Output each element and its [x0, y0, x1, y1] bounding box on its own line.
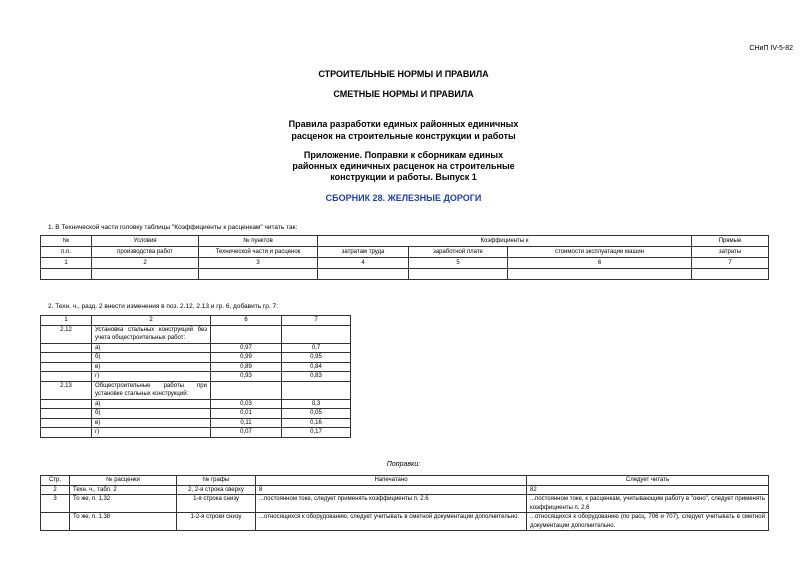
heading-appendix-line1: Приложение. Поправки к сборникам единых: [303, 150, 504, 160]
cell-page: 3: [41, 495, 70, 513]
cell-rate: Техн. ч., табл. 2: [70, 485, 177, 495]
empty-cell: [41, 399, 92, 409]
heading-rules: [0, 118, 807, 142]
col-number: 2: [92, 258, 199, 269]
cell-read-as: 82: [527, 485, 769, 495]
value-col6: 0,93: [211, 372, 282, 382]
table-row: [41, 409, 351, 419]
item-number: 2.13: [41, 381, 92, 399]
table-row: [41, 418, 351, 428]
cell-column: 1-2-я строки снизу: [177, 513, 256, 531]
header-cell: 6: [211, 316, 282, 326]
table-row: [41, 258, 769, 269]
cell-direct-2: затраты: [692, 247, 769, 258]
cell-points-1: № пунктов: [199, 236, 318, 247]
empty-cell: [41, 269, 92, 280]
col-number: 6: [508, 258, 692, 269]
header-cell: 2: [92, 316, 211, 326]
cell-read-as: ...постоянном токе, к расценкам, учитывающим работу в "окно", следует применять коэффициенты п. 2.6: [527, 495, 769, 513]
empty-cell: [41, 418, 92, 428]
cell-printed: ...постоянном токе, следует применять коэффициенты п. 2.6: [256, 495, 527, 513]
empty-cell: [199, 269, 318, 280]
value-col6: 0,99: [211, 353, 282, 363]
sub-item-letter: а): [92, 399, 211, 409]
sub-item-letter: б): [92, 353, 211, 363]
heading-collection-28: СБОРНИК 28. ЖЕЛЕЗНЫЕ ДОРОГИ: [325, 193, 482, 203]
sub-item-letter: в): [92, 418, 211, 428]
col-number: 3: [199, 258, 318, 269]
heading-building-norms: СТРОИТЕЛЬНЫЕ НОРМЫ И ПРАВИЛА: [318, 69, 489, 79]
value-col6: 0,97: [211, 343, 282, 353]
empty-cell: [508, 269, 692, 280]
table-row: [41, 495, 769, 513]
cell-column: 1-я строка снизу: [177, 495, 256, 513]
empty-cell: [41, 409, 92, 419]
cell-direct-1: Прямые: [692, 236, 769, 247]
fixes-table: [40, 475, 769, 531]
table-row: [41, 485, 769, 495]
empty-cell: [41, 372, 92, 382]
cell-cond-2: производства работ: [92, 247, 199, 258]
value-col6: 0,11: [211, 418, 282, 428]
heading-appendix-line3: конструкции и работы. Выпуск 1: [330, 172, 477, 182]
cell-read-as: ...относящихся к оборудованию (по расц. 706 и 707), следует учитывать в сметной документации дополнительно.: [527, 513, 769, 531]
value-col7: 0,95: [282, 353, 351, 363]
coefficients-header-table: [40, 235, 769, 280]
table-row: [41, 428, 351, 438]
value-col7: 0,3: [282, 399, 351, 409]
cell-column: 2, 2-я строка сверху: [177, 485, 256, 495]
value-col7: 0,17: [282, 428, 351, 438]
cell-num-2: п.п.: [41, 247, 92, 258]
header-page: Стр.: [41, 476, 70, 486]
heading-rules-line1: Правила разработки единых районных единичных: [288, 119, 519, 129]
empty-cell: [409, 269, 508, 280]
empty-cell: [692, 269, 769, 280]
sub-item-letter: г): [92, 372, 211, 382]
table-row: [41, 381, 351, 399]
heading-appendix: [0, 150, 807, 183]
header-cell: 7: [282, 316, 351, 326]
heading-rules-line2: расценок на строительные конструкции и работы: [291, 131, 516, 141]
sub-item-letter: б): [92, 409, 211, 419]
item-number: 2.12: [41, 325, 92, 343]
cell-rate: То же, п. 1.38: [70, 513, 177, 531]
cell-wage: заработной плате: [409, 247, 508, 258]
empty-cell: [41, 343, 92, 353]
value-col7: 0,05: [282, 409, 351, 419]
empty-cell: [211, 381, 282, 399]
empty-cell: [211, 325, 282, 343]
col-number: 5: [409, 258, 508, 269]
empty-cell: [41, 362, 92, 372]
item-text: Установка стальных конструкций без учета общестроительных работ:: [92, 325, 211, 343]
value-col7: 0,84: [282, 362, 351, 372]
value-col6: 0,07: [211, 428, 282, 438]
cell-labor: затратам труда: [318, 247, 409, 258]
header-read-as: Следует читать: [527, 476, 769, 486]
cell-printed: ...относящихся к оборудованию, следует учитывать в сметной документации дополнительно.: [256, 513, 527, 531]
heading-estimate-norms: СМЕТНЫЕ НОРМЫ И ПРАВИЛА: [333, 89, 474, 99]
note-1: 1. В Технической части головку таблицы "Коэффициенты к расценкам" читать так:: [48, 224, 298, 231]
value-col7: 0,83: [282, 372, 351, 382]
col-number: 7: [692, 258, 769, 269]
cell-page: [41, 513, 70, 531]
table-row: [41, 399, 351, 409]
table-row: [41, 353, 351, 363]
cell-printed: 8: [256, 485, 527, 495]
col-number: 4: [318, 258, 409, 269]
header-printed: Напечатано: [256, 476, 527, 486]
sub-item-letter: в): [92, 362, 211, 372]
empty-cell: [92, 269, 199, 280]
table-header-row: [41, 316, 351, 326]
cell-page: 2: [41, 485, 70, 495]
empty-cell: [41, 353, 92, 363]
empty-cell: [41, 428, 92, 438]
table-header-row: [41, 476, 769, 486]
cell-mach: стоимости эксплуатации машин: [508, 247, 692, 258]
sub-item-letter: г): [92, 428, 211, 438]
coefficients-table: [40, 315, 351, 438]
cell-rate: То же, п. 1.32: [70, 495, 177, 513]
sub-item-letter: а): [92, 343, 211, 353]
empty-cell: [282, 325, 351, 343]
cell-points-2: Технической части и расценок: [199, 247, 318, 258]
table-row: [41, 247, 769, 258]
table-row: [41, 236, 769, 247]
item-text: Общестроительные работы при установке стальных конструкций:: [92, 381, 211, 399]
value-col7: 0,7: [282, 343, 351, 353]
fixes-caption: Поправки:: [386, 461, 421, 468]
value-col6: 0,89: [211, 362, 282, 372]
table-row: [41, 372, 351, 382]
cell-num-1: №: [41, 236, 92, 247]
value-col6: 0,03: [211, 399, 282, 409]
empty-cell: [282, 381, 351, 399]
table-row: [41, 343, 351, 353]
col-number: 1: [41, 258, 92, 269]
value-col7: 0,16: [282, 418, 351, 428]
table-row: [41, 362, 351, 372]
cell-cond-1: Условия: [92, 236, 199, 247]
empty-cell: [318, 269, 409, 280]
table-row: [41, 325, 351, 343]
header-cell: 1: [41, 316, 92, 326]
table-row: [41, 269, 769, 280]
cell-coef: Коэффициенты к: [318, 236, 692, 247]
heading-appendix-line2: районных единичных расценок на строительные: [292, 161, 515, 171]
header-rate: № расценки: [70, 476, 177, 486]
note-2: 2. Техн. ч., разд. 2 внести изменения в поз. 2.12, 2.13 и гр. 6, добавить гр. 7:: [48, 303, 278, 310]
header-column: № графы: [177, 476, 256, 486]
value-col6: 0,01: [211, 409, 282, 419]
document-code: СНиП IV-5-82: [749, 45, 793, 52]
table-row: [41, 513, 769, 531]
